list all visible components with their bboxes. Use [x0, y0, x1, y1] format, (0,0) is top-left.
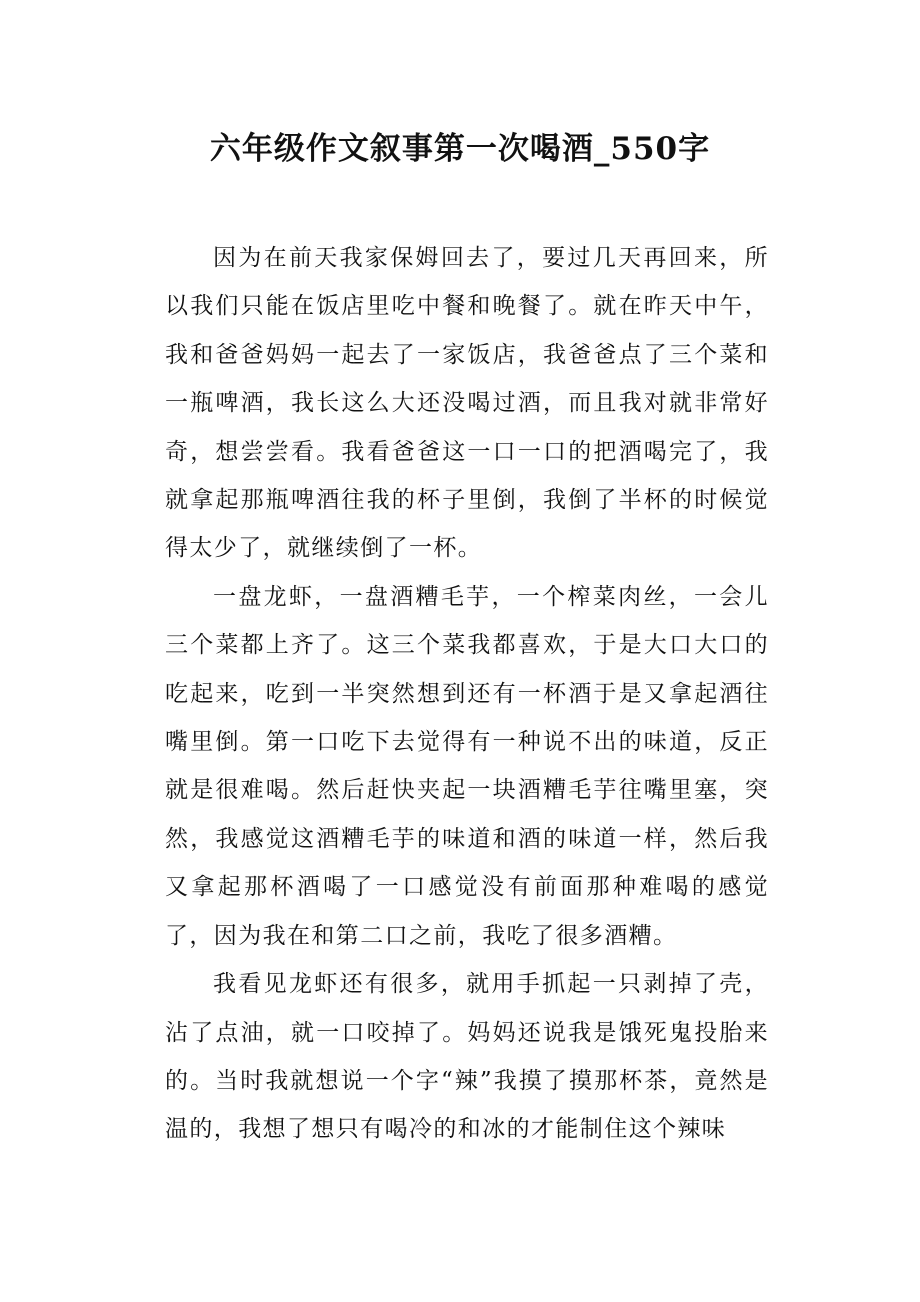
paragraph-2: 一盘龙虾，一盘酒糟毛芋，一个榨菜肉丝，一会儿三个菜都上齐了。这三个菜我都喜欢，于是大口大口的吃起来，吃到一半突然想到还有一杯酒于是又拿起酒往嘴里倒。第一口吃下去觉得有一种说不出的味道，反正就是很难喝。然后赶快夹起一块酒糟毛芋往嘴里塞，突然，我感觉这酒糟毛芋的味道和酒的味道一样，然后我又拿起那杯酒喝了一口感觉没有前面那种难喝的感觉了，因为我在和第二口之前，我吃了很多酒糟。 — [165, 583, 769, 949]
document-body — [165, 234, 769, 1154]
document-title: 六年级作文叙事第一次喝酒_550字 — [209, 131, 711, 167]
paragraph-3: 我看见龙虾还有很多，就用手抓起一只剥掉了壳，沾了点油，就一口咬掉了。妈妈还说我是饿死鬼投胎来的。当时我就想说一个字“辣”我摸了摸那杯茶，竟然是温的，我想了想只有喝冷的和冰的才能制住这个辣味 — [165, 971, 769, 1143]
paragraph-1: 因为在前天我家保姆回去了，要过几天再回来，所以我们只能在饭店里吃中餐和晚餐了。就在昨天中午，我和爸爸妈妈一起去了一家饭店，我爸爸点了三个菜和一瓶啤酒，我长这么大还没喝过酒，而且我对就非常好奇，想尝尝看。我看爸爸这一口一口的把酒喝完了，我就拿起那瓶啤酒往我的杯子里倒，我倒了半杯的时候觉得太少了，就继续倒了一杯。 — [165, 245, 769, 562]
